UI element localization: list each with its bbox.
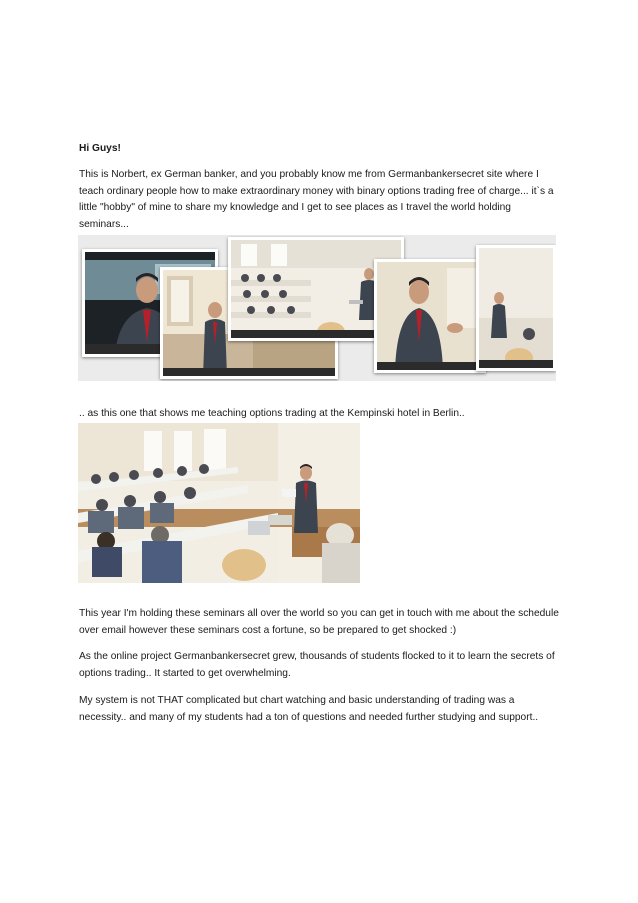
seminars-paragraph: This year I'm holding these seminars all over the world so you can get in touch with me about the schedule over email however these seminars cost a fortune, so be prepared to get shocked :) (79, 608, 559, 636)
kempinski-seminar-photo (78, 423, 360, 583)
intro-paragraph: This is Norbert, ex German banker, and you probably know me from Germanbankersecret site where I teach ordinary people how to make extraordinary money with binary options trading free of charge... it`s a little "hobby" of mine to share my knowledge and I get to see places as I travel the world holding seminars... (79, 169, 554, 230)
greeting: Hi Guys! (79, 143, 121, 155)
conference-photo (476, 245, 556, 371)
seminar-collage-image (78, 235, 556, 381)
speaker-photo (374, 259, 486, 373)
system-paragraph: My system is not THAT complicated but chart watching and basic understanding of trading was a necessity.. and many of my students had a ton of questions and needed further studying and support.. (79, 695, 539, 723)
project-paragraph: As the online project Germanbankersecret grew, thousands of students flocked to it to learn the secrets of options trading.. It started to get overwhelming. (79, 651, 555, 679)
photo-caption: .. as this one that shows me teaching options trading at the Kempinski hotel in Berlin.. (79, 408, 465, 420)
